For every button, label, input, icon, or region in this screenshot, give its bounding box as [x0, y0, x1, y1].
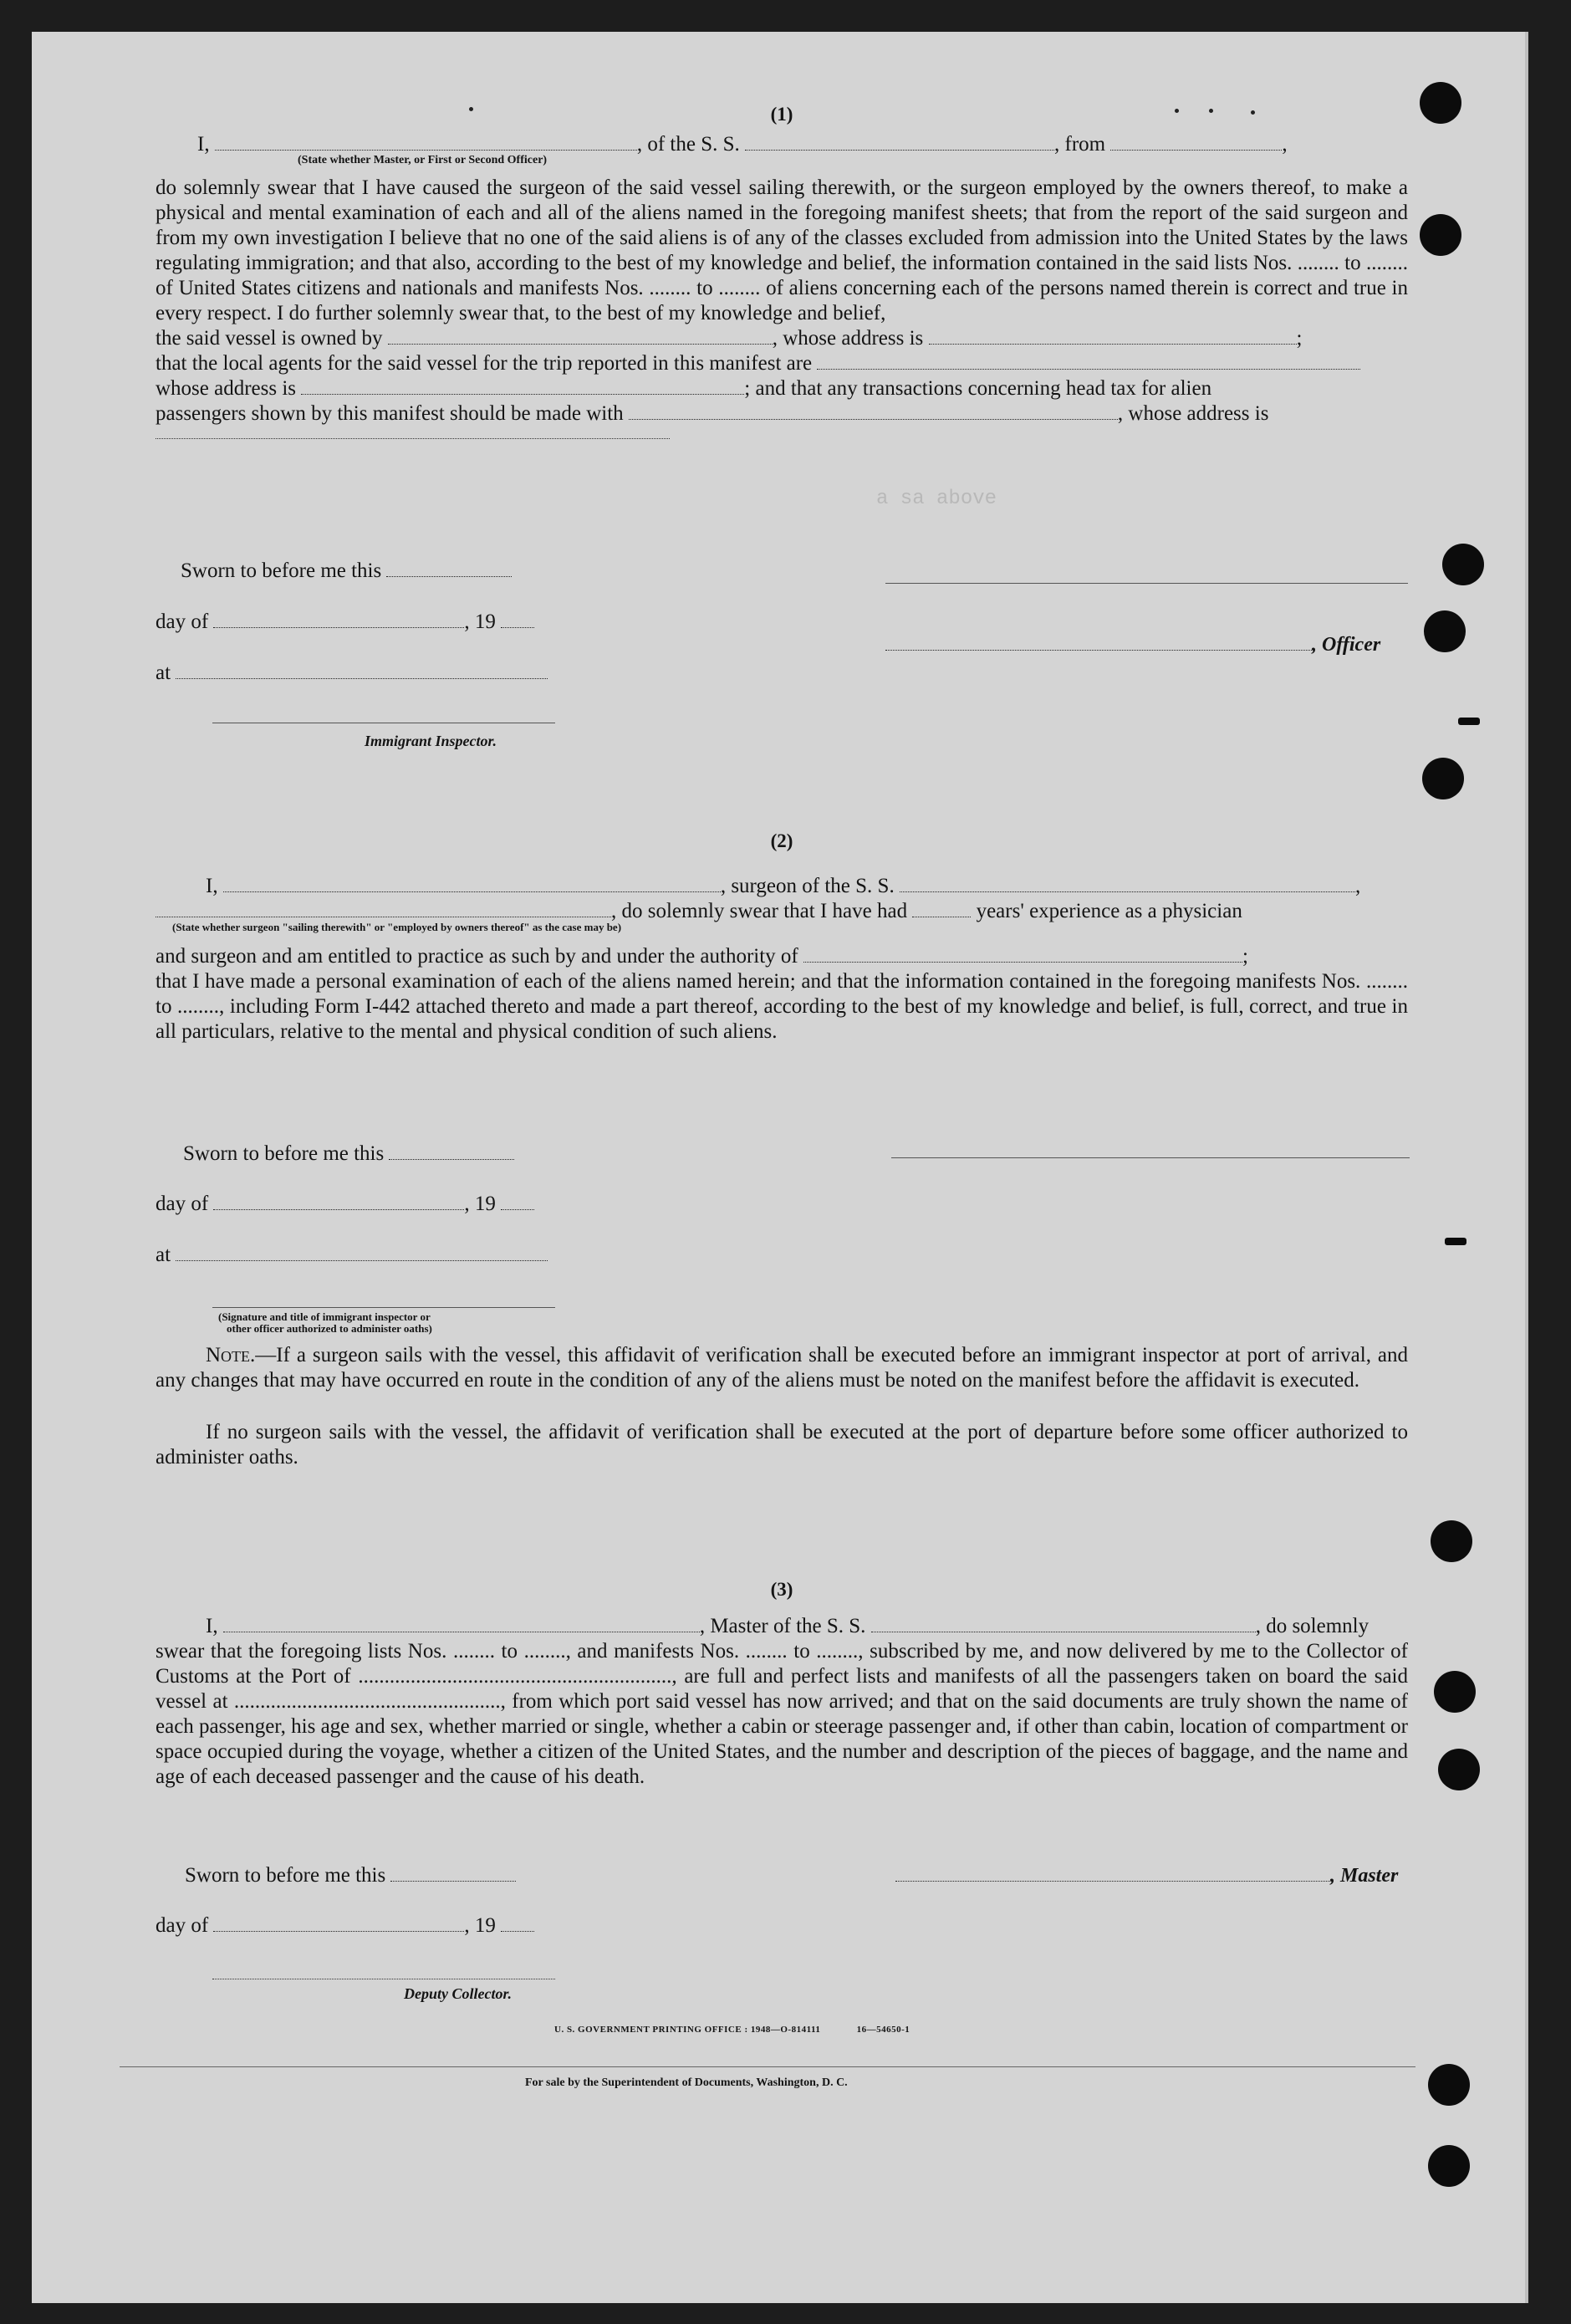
label: years' experience as a physician — [976, 900, 1242, 922]
agents-address-line — [156, 376, 1408, 401]
note-paragraph-2: If no surgeon sails with the vessel, the affidavit of verification shall be executed at the port of departure before some officer authorized to administer oaths. — [156, 1421, 1408, 1468]
footer-rule — [120, 2066, 1415, 2067]
owner-line — [156, 326, 1408, 351]
label: day of — [156, 1914, 209, 1937]
label: , whose address is — [1117, 402, 1269, 425]
sworn-line — [183, 1142, 514, 1167]
gpo-text: U. S. GOVERNMENT PRINTING OFFICE : 1948—O-814111 — [554, 2025, 821, 2035]
section-number: (2) — [770, 830, 793, 851]
master-label: , Master — [1330, 1865, 1399, 1887]
punch-hole — [1420, 214, 1461, 256]
vessel-name-field[interactable] — [871, 1615, 1256, 1632]
punch-hole — [1428, 2145, 1470, 2187]
agents-field[interactable] — [817, 352, 1360, 370]
label: Sworn to before me this — [181, 559, 382, 582]
master-name-field[interactable] — [223, 1615, 700, 1632]
gpo-imprint — [554, 2025, 910, 2035]
authority-line — [156, 944, 1408, 969]
examination-paragraph: that I have made a personal examination of each of the aliens named herein; and that the information contained in the foregoing manifests Nos. ........ to ........, including Form I-442 attached thereto and made a part thereof, according to the best of my knowledge and belief, is full, correct, and true in all particulars, relative to the mental and physical condition of such aliens. — [156, 970, 1408, 1043]
label: , whose address is — [772, 327, 924, 350]
vessel-name-field[interactable] — [900, 875, 1355, 892]
punch-hole — [1424, 610, 1466, 652]
label: , surgeon of the S. S. — [720, 875, 895, 897]
head-tax-agent-field[interactable] — [629, 402, 1118, 420]
label: , of the S. S. — [636, 133, 740, 156]
label: ; and that any transactions concerning head tax for alien — [744, 377, 1212, 400]
label: , do solemnly — [1255, 1615, 1370, 1637]
surgeon-line — [156, 874, 1408, 899]
officer-signature-line[interactable] — [885, 583, 1408, 584]
label: the said vessel is owned by — [156, 327, 383, 350]
punch-slot — [1458, 718, 1480, 725]
punch-hole — [1434, 1671, 1476, 1713]
label: , Master of the S. S. — [699, 1615, 866, 1637]
day-of-line — [156, 610, 534, 635]
caption-line: other officer authorized to administer oaths) — [227, 1322, 432, 1335]
master-line — [156, 1614, 1408, 1639]
label: whose address is — [156, 377, 297, 400]
at-line — [156, 661, 548, 686]
label: I, — [206, 1615, 218, 1637]
sworn-line — [185, 1863, 516, 1888]
rank-caption: (State whether Master, or First or Second Officer) — [298, 154, 548, 166]
document-page — [32, 32, 1528, 2303]
deputy-label: Deputy Collector. — [404, 1985, 512, 2002]
sworn-day-field[interactable] — [390, 1864, 516, 1882]
punch-hole — [1442, 544, 1484, 585]
owner-field[interactable] — [388, 327, 773, 345]
caption-line: (Signature and title of immigrant inspector or — [218, 1310, 431, 1323]
year-field[interactable] — [501, 1193, 534, 1210]
agents-address-field[interactable] — [301, 377, 744, 395]
month-field[interactable] — [213, 610, 464, 628]
agents-line — [156, 351, 1408, 376]
label: I, — [197, 133, 210, 156]
label: and surgeon and am entitled to practice as such by and under the authority of — [156, 945, 798, 968]
oath-paragraph: do solemnly swear that I have caused the surgeon of the said vessel sailing therewith, or the surgeon employed by the owners thereof, to make a physical and mental examination of each and all of the aliens named in the foregoing manifest sheets; that from the report of the said surgeon and from my own investigation I believe that no one of the said aliens is of any of the classes excluded from admission into the United States by the laws regulating immigration; and that also, according to the best of my knowledge and belief, the information contained in the said lists Nos. ........ to ........ of United States citizens and nationals and manifests Nos. ........ to ........ of aliens concerning each of the persons named therein is correct and true in every respect. I do further solemnly swear that, to the best of my knowledge and belief, — [156, 176, 1408, 324]
master-signature-field[interactable] — [895, 1864, 1330, 1882]
officer-label: , Officer — [1312, 634, 1381, 656]
punch-slot — [1445, 1238, 1466, 1245]
label: ; — [1296, 327, 1303, 350]
section-number: (1) — [770, 104, 793, 125]
continuation-line — [156, 438, 670, 439]
note-paragraph — [156, 1343, 1408, 1393]
label: ; — [1242, 945, 1248, 968]
year-field[interactable] — [501, 610, 534, 628]
officer-line — [885, 632, 1380, 657]
label: that the local agents for the said vessel for the trip reported in this manifest are — [156, 352, 813, 375]
label: , 19 — [464, 1914, 496, 1937]
port-from-field[interactable] — [1110, 133, 1282, 151]
label: I, — [206, 875, 218, 897]
section-2 — [156, 830, 1408, 1468]
master-signature-line — [895, 1863, 1398, 1888]
at-place-field[interactable] — [176, 661, 548, 679]
bleed-through-text: a sa above — [876, 488, 997, 510]
label: day of — [156, 610, 209, 633]
day-of-line — [156, 1192, 534, 1217]
label: , 19 — [464, 610, 496, 633]
at-line — [156, 1243, 548, 1268]
label: , — [1282, 133, 1288, 156]
punch-hole — [1431, 1520, 1472, 1562]
owner-address-field[interactable] — [929, 327, 1297, 345]
month-field[interactable] — [213, 1193, 464, 1210]
officer-field[interactable] — [885, 633, 1312, 651]
vessel-name-field[interactable] — [745, 133, 1054, 151]
label: passengers shown by this manifest should be made with — [156, 402, 624, 425]
note-label: Note. — [206, 1344, 256, 1366]
master-paragraph: swear that the foregoing lists Nos. ........ to ........, and manifests Nos. ........ to ........, subscribed by me, and now delivered by me to the Collector of Customs at the Port of ............................................................, are full and perfect lists and manifests of all the passengers taken on board the said vessel at ..................................................., from which port said vessel has now arrived; and that on the said documents are truly shown the name of each passenger, his age and sex, whether married or single, whether a cabin or steerage passenger and, if other than cabin, location of compartment or space occupied during the voyage, whether a citizen of the United States, and the number and description of the pieces of baggage, and the name and age of each deceased passenger and the cause of his death. — [156, 1640, 1408, 1788]
years-field[interactable] — [912, 900, 971, 917]
surgeon-caption: (State whether surgeon "sailing therewith" or "employed by owners thereof" as the case may be) — [172, 921, 622, 933]
month-field[interactable] — [213, 1914, 464, 1932]
note-text: —If a surgeon sails with the vessel, this affidavit of verification shall be executed before an immigrant inspector at port of arrival, and any changes that may have occurred en route in the condition of any of the aliens must be noted on the manifest before the affidavit is executed. — [156, 1344, 1408, 1392]
punch-hole — [1438, 1749, 1480, 1790]
inspector-signature-line[interactable] — [212, 1307, 555, 1308]
year-field[interactable] — [501, 1914, 534, 1932]
punch-hole — [1428, 2064, 1470, 2106]
sworn-line — [181, 559, 512, 584]
label: at — [156, 1244, 171, 1266]
surgeon-signature-line[interactable] — [891, 1157, 1410, 1158]
oath-line — [156, 132, 1408, 157]
label: , do solemnly swear that I have had — [611, 900, 908, 922]
label: at — [156, 661, 171, 684]
label: , 19 — [464, 1193, 496, 1215]
sworn-day-field[interactable] — [386, 559, 512, 577]
label: Sworn to before me this — [185, 1864, 386, 1887]
punch-hole — [1422, 758, 1464, 799]
label: Sworn to before me this — [183, 1142, 385, 1165]
label: , from — [1054, 133, 1106, 156]
surgeon-status-field[interactable] — [156, 900, 611, 917]
signature-caption — [218, 1311, 432, 1335]
form-number: 16—54650-1 — [856, 2025, 910, 2035]
section-number: (3) — [770, 1579, 793, 1600]
at-place-field[interactable] — [176, 1244, 548, 1261]
experience-line — [156, 899, 1408, 924]
section-3 — [156, 1579, 1408, 2002]
day-of-line — [156, 1913, 534, 1938]
officer-rank-field[interactable] — [215, 133, 637, 151]
label: , — [1354, 875, 1361, 897]
head-tax-line — [156, 401, 1408, 426]
sale-notice: For sale by the Superintendent of Documents, Washington, D. C. — [525, 2076, 848, 2089]
punch-hole — [1420, 82, 1461, 124]
authority-field[interactable] — [803, 945, 1242, 963]
sworn-day-field[interactable] — [389, 1142, 514, 1160]
surgeon-field[interactable] — [223, 875, 721, 892]
inspector-label: Immigrant Inspector. — [365, 733, 497, 749]
label: day of — [156, 1193, 209, 1215]
